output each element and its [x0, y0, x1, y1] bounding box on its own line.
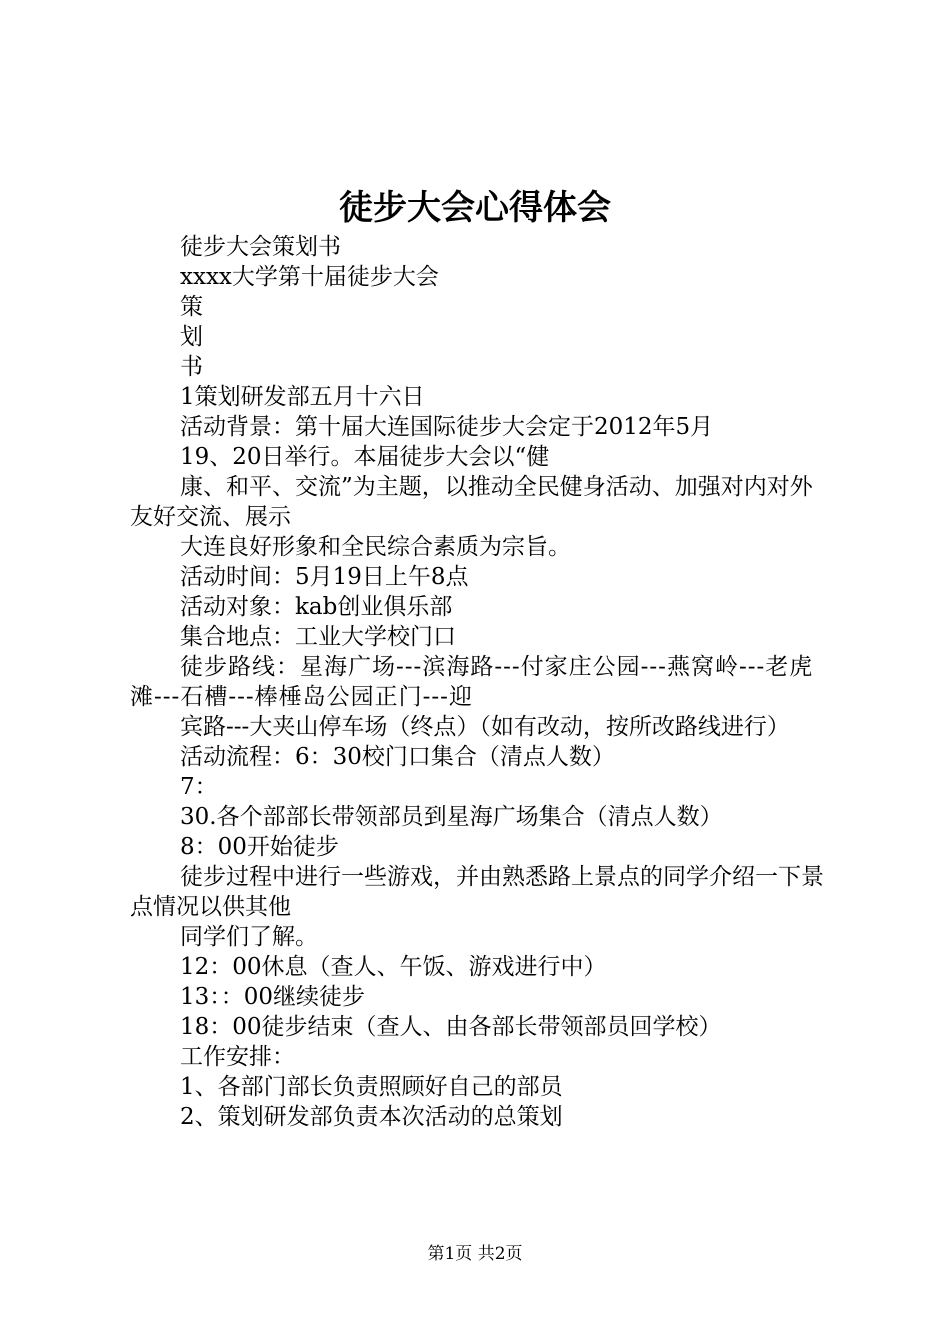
- paragraph: 30.各个部部长带领部员到星海广场集合（清点人数）: [180, 804, 723, 830]
- paragraph: 活动流程：6：30校门口集合（清点人数）: [180, 744, 615, 770]
- paragraph: 19、20日举行。本届徒步大会以“健: [180, 444, 550, 470]
- paragraph: 徒步过程中进行一些游戏，并由熟悉路上景点的同学介绍一下景点情况以供其他: [130, 864, 824, 920]
- paragraph: 2、策划研发部负责本次活动的总策划: [180, 1104, 563, 1130]
- paragraph: 1策划研发部五月十六日: [180, 384, 425, 410]
- document-body: [130, 232, 832, 1132]
- paragraph: 活动时间：5月19日上午8点: [180, 564, 469, 590]
- paragraph: 12：00休息（查人、午饭、游戏进行中）: [180, 954, 607, 980]
- paragraph: 18：00徒步结束（查人、由各部长带领部员回学校）: [180, 1014, 722, 1040]
- document-title: 徒步大会心得体会: [339, 188, 611, 228]
- paragraph: xxxx大学第十届徒步大会: [180, 264, 439, 290]
- paragraph: 活动背景：第十届大连国际徒步大会定于2012年5月: [180, 414, 714, 440]
- paragraph: 8：00开始徒步: [180, 834, 339, 860]
- paragraph: 康、和平、交流”为主题，以推动全民健身活动、加强对内对外友好交流、展示: [130, 474, 813, 530]
- paragraph: 13：：00继续徒步: [180, 984, 366, 1010]
- paragraph: 集合地点：工业大学校门口: [180, 624, 456, 650]
- paragraph: 划: [180, 324, 203, 350]
- page-footer: 第1页 共2页: [427, 1244, 523, 1264]
- paragraph: 策: [180, 294, 203, 320]
- paragraph: 7：: [180, 774, 218, 800]
- paragraph: 徒步大会策划书: [180, 234, 341, 260]
- paragraph: 同学们了解。: [180, 924, 318, 950]
- paragraph: 徒步路线：星海广场---滨海路---付家庄公园---燕窝岭---老虎滩---石槽---棒棰岛公园正门---迎: [130, 654, 814, 710]
- paragraph: 活动对象：kab创业俱乐部: [180, 594, 453, 620]
- paragraph: 大连良好形象和全民综合素质为宗旨。: [180, 534, 571, 560]
- paragraph: 宾路---大夹山停车场（终点）（如有改动，按所改路线进行）: [180, 714, 790, 740]
- paragraph: 1、各部门部长负责照顾好自己的部员: [180, 1074, 563, 1100]
- paragraph: 工作安排：: [180, 1044, 295, 1070]
- paragraph: 书: [180, 354, 203, 380]
